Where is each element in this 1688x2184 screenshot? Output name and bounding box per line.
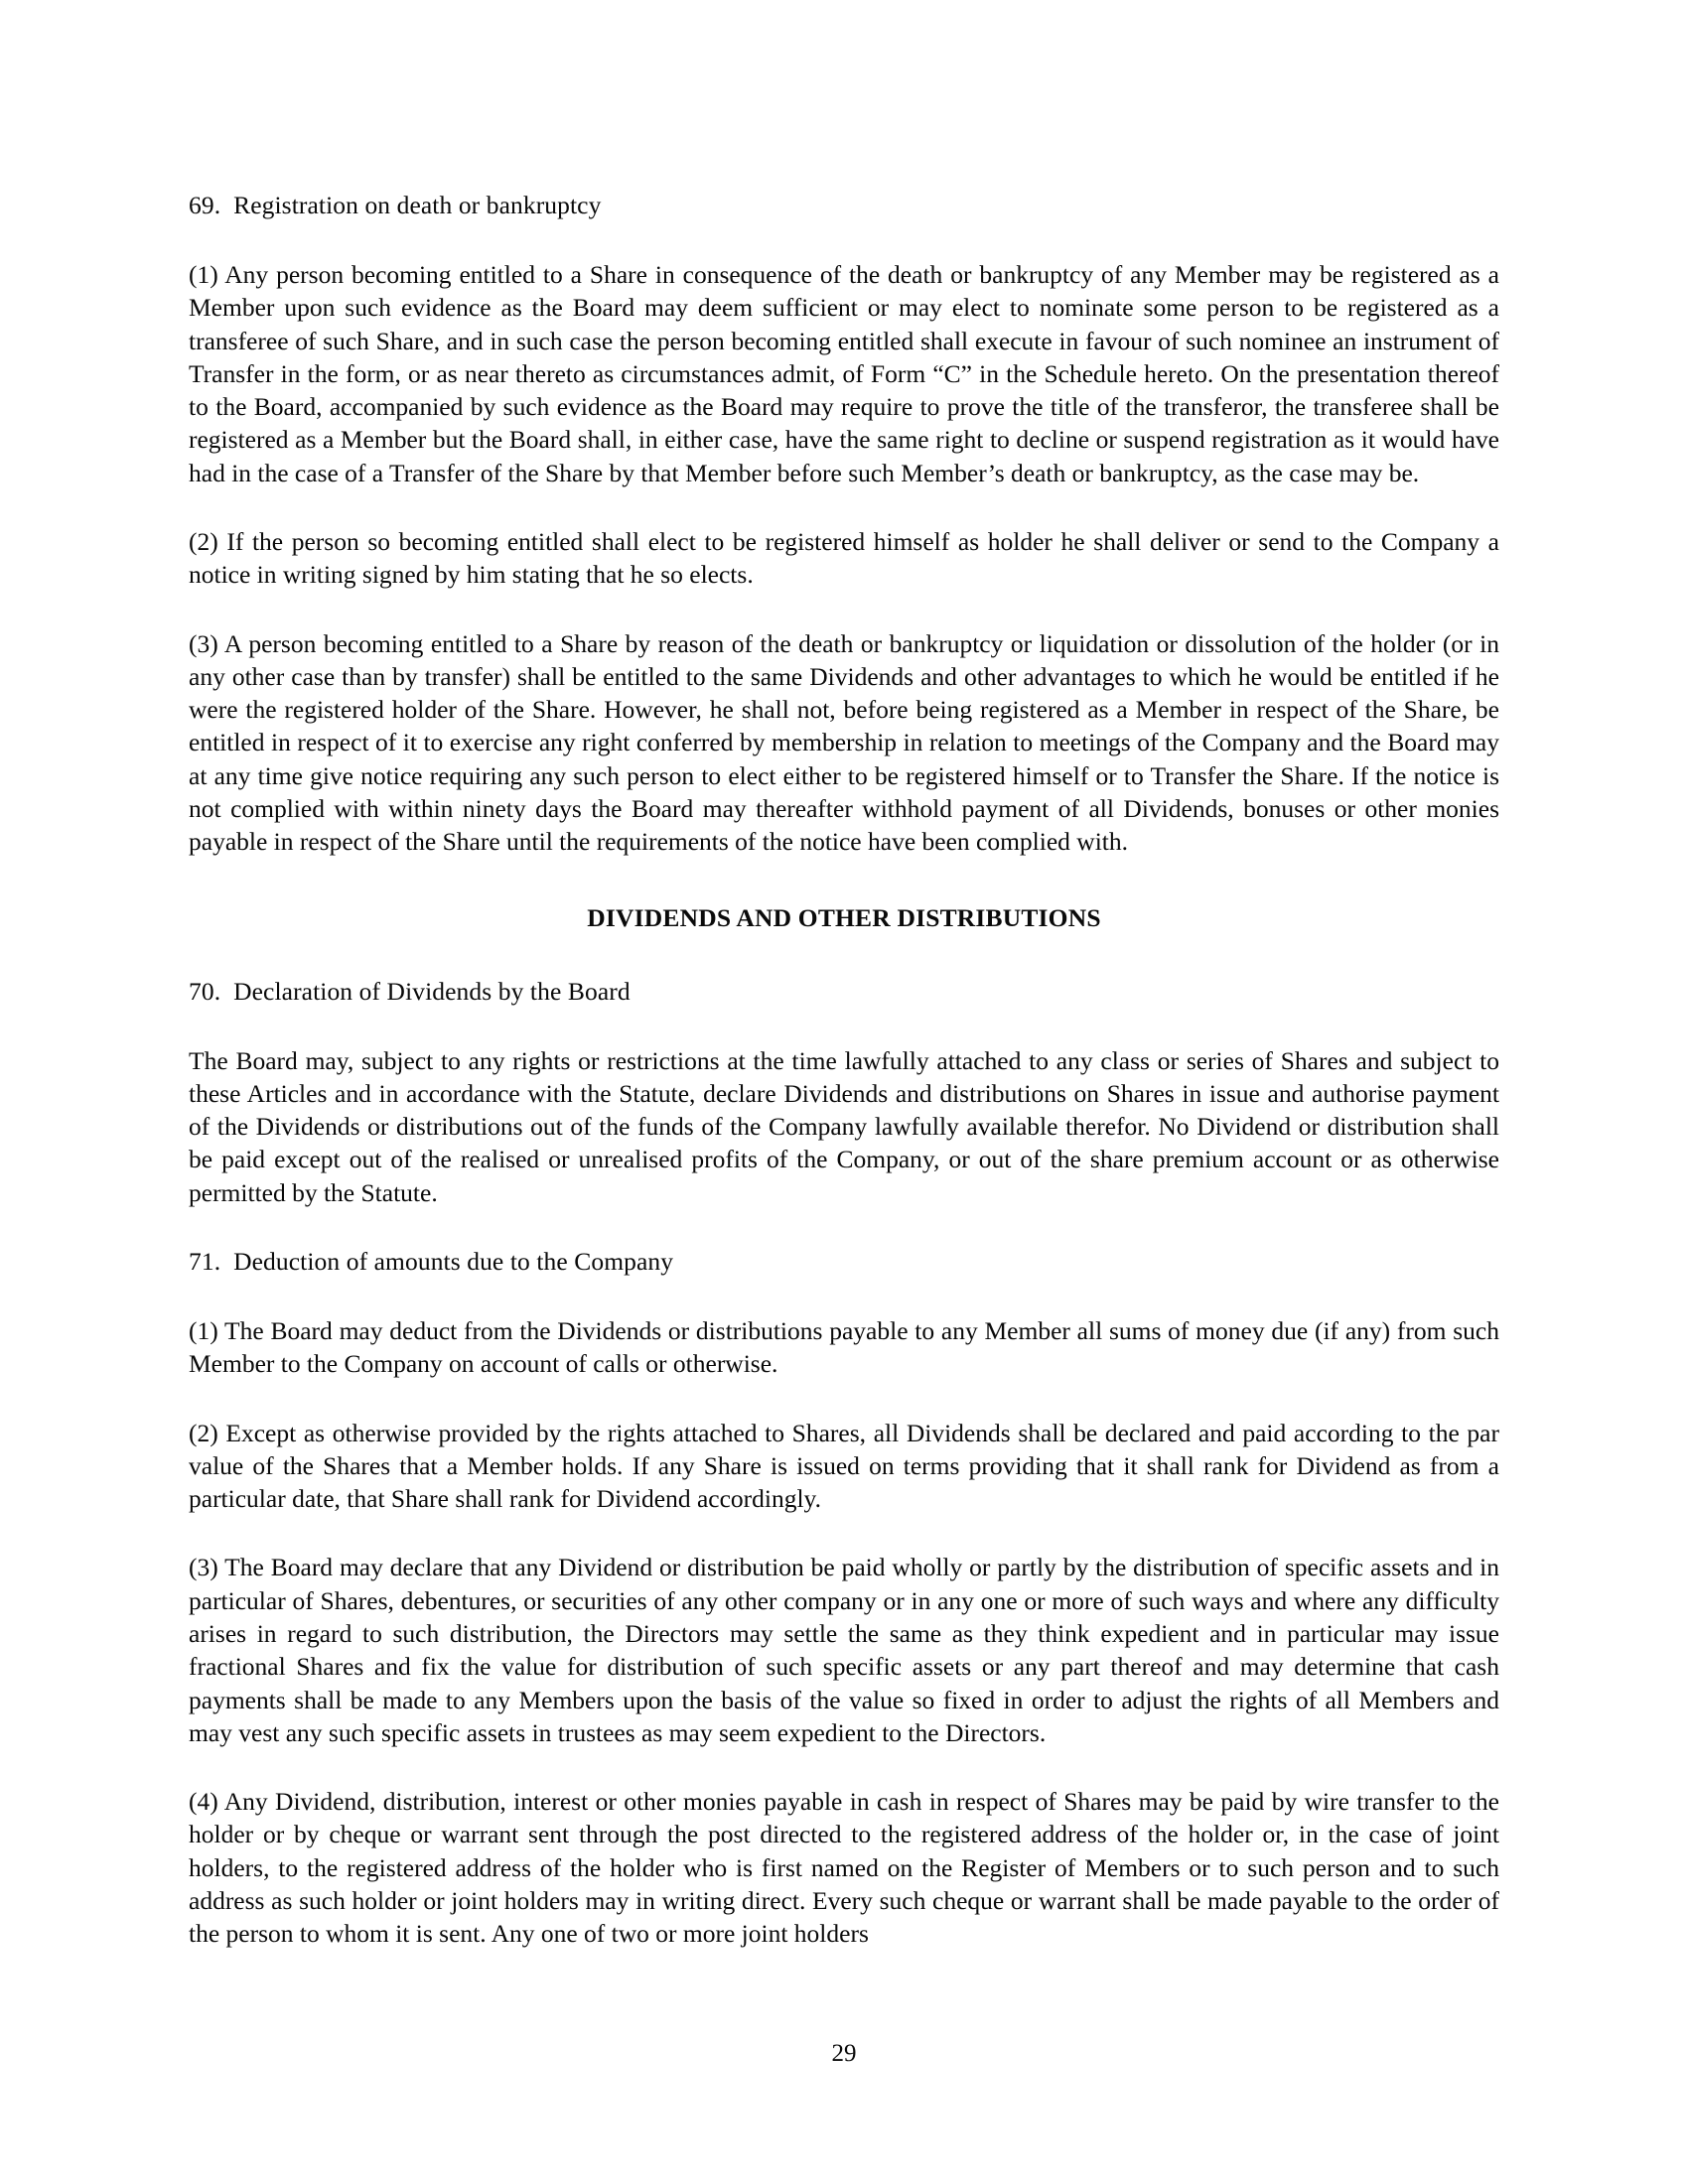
- article-71-title: 71. Deduction of amounts due to the Company: [189, 1247, 674, 1276]
- section-heading-dividends: DIVIDENDS AND OTHER DISTRIBUTIONS: [587, 903, 1101, 933]
- spacer: [189, 592, 1499, 627]
- article-71-paragraph-3: (3) The Board may declare that any Dividend or distribution be paid wholly or partly by the distribution of specific assets and in particular of Shares, debentures, or securities of any other company or in any one or more of such ways and where any difficulty arises in regard to such distribution, the Directors may settle the same as they think expedient and in particular may issue fractional Shares and fix the value for distribution of such specific assets or any part thereof and may determine that cash payments shall be made to any Members upon the basis of the value so fixed in order to adjust the rights of all Members and may vest any such specific assets in trustees as may seem expedient to the Directors.: [189, 1553, 1499, 1747]
- spacer: [189, 1008, 1499, 1044]
- spacer: [189, 1515, 1499, 1551]
- article-71-paragraph-1: (1) The Board may deduct from the Dividends or distributions payable to any Member all sums of money due (if any) from such Member to the Company on account of calls or otherwise.: [189, 1316, 1499, 1379]
- article-69-paragraph-2: (2) If the person so becoming entitled shall elect to be registered himself as holder he shall deliver or send to the Company a notice in writing signed by him stating that he so elects.: [189, 527, 1499, 590]
- article-69-paragraph-3: (3) A person becoming entitled to a Share by reason of the death or bankruptcy or liquidation or dissolution of the holder (or in any other case than by transfer) shall be entitled to the same Dividends and other advantages to which he would be entitled if he were the registered holder of the Share. However, he shall not, before being registered as a Member in respect of the Share, be entitled in respect of it to exercise any right conferred by membership in relation to meetings of the Company and the Board may at any time give notice requiring any such person to elect either to be registered himself or to Transfer the Share. If the notice is not complied with within ninety days the Board may thereafter withhold payment of all Dividends, bonuses or other monies payable in respect of the Share until the requirements of the notice have been complied with.: [189, 628, 1499, 857]
- spacer: [189, 1381, 1499, 1417]
- article-71-paragraph-4: (4) Any Dividend, distribution, interest or other monies payable in cash in respect of Shares may be paid by wire transfer to the holder or by cheque or warrant sent through the post directed to the registered address of the holder or, in the case of joint holders, to the registered address of the holder who is first named on the Register of Members or to such person and to such address as such holder or joint holders may in writing direct. Every such cheque or warrant shall be made payable to the order of the person to whom it is sent. Any one of two or more joint holders: [189, 1787, 1499, 1949]
- article-69-paragraph-1: (1) Any person becoming entitled to a Share in consequence of the death or bankruptcy of any Member may be registered as a Member upon such evidence as the Board may deem sufficient or may elect to nominate some person to be registered as a transferee of such Share, and in such case the person becoming entitled shall execute in favour of such nominee an instrument of Transfer in the form, or as near thereto as circumstances admit, of Form “C” in the Schedule hereto. On the presentation thereof to the Board, accompanied by such evidence as the Board may require to prove the title of the transferor, the transferee shall be registered as a Member but the Board shall, in either case, have the same right to decline or suspend registration as it would have had in the case of a Transfer of the Share by that Member before such Member’s death or bankruptcy, as the case may be.: [189, 260, 1499, 487]
- article-70-title: 70. Declaration of Dividends by the Board: [189, 976, 631, 1006]
- spacer: [189, 489, 1499, 525]
- article-71-paragraph-2: (2) Except as otherwise provided by the rights attached to Shares, all Dividends shall be declared and paid according to the par value of the Shares that a Member holds. If any Share is issued on terms providing that it shall rank for Dividend as from a particular date, that Share shall rank for Dividend accordingly.: [189, 1418, 1499, 1514]
- spacer: [189, 935, 1499, 975]
- page-number: 29: [831, 2040, 857, 2067]
- spacer: [189, 1749, 1499, 1785]
- article-69-title: 69. Registration on death or bankruptcy: [189, 191, 602, 219]
- page-content: [189, 189, 1499, 1950]
- article-70-body: The Board may, subject to any rights or restrictions at the time lawfully attached to any class or series of Shares and subject to these Articles and in accordance with the Statute, declare Dividends and distributions on Shares in issue and authorise payment of the Dividends or distributions out of the funds of the Company lawfully available therefor. No Dividend or distribution shall be paid except out of the realised or unrealised profits of the Company, or out of the share premium account or as otherwise permitted by the Statute.: [189, 1045, 1499, 1207]
- spacer: [189, 858, 1499, 901]
- spacer: [189, 1278, 1499, 1314]
- spacer: [189, 1209, 1499, 1245]
- spacer: [189, 221, 1499, 258]
